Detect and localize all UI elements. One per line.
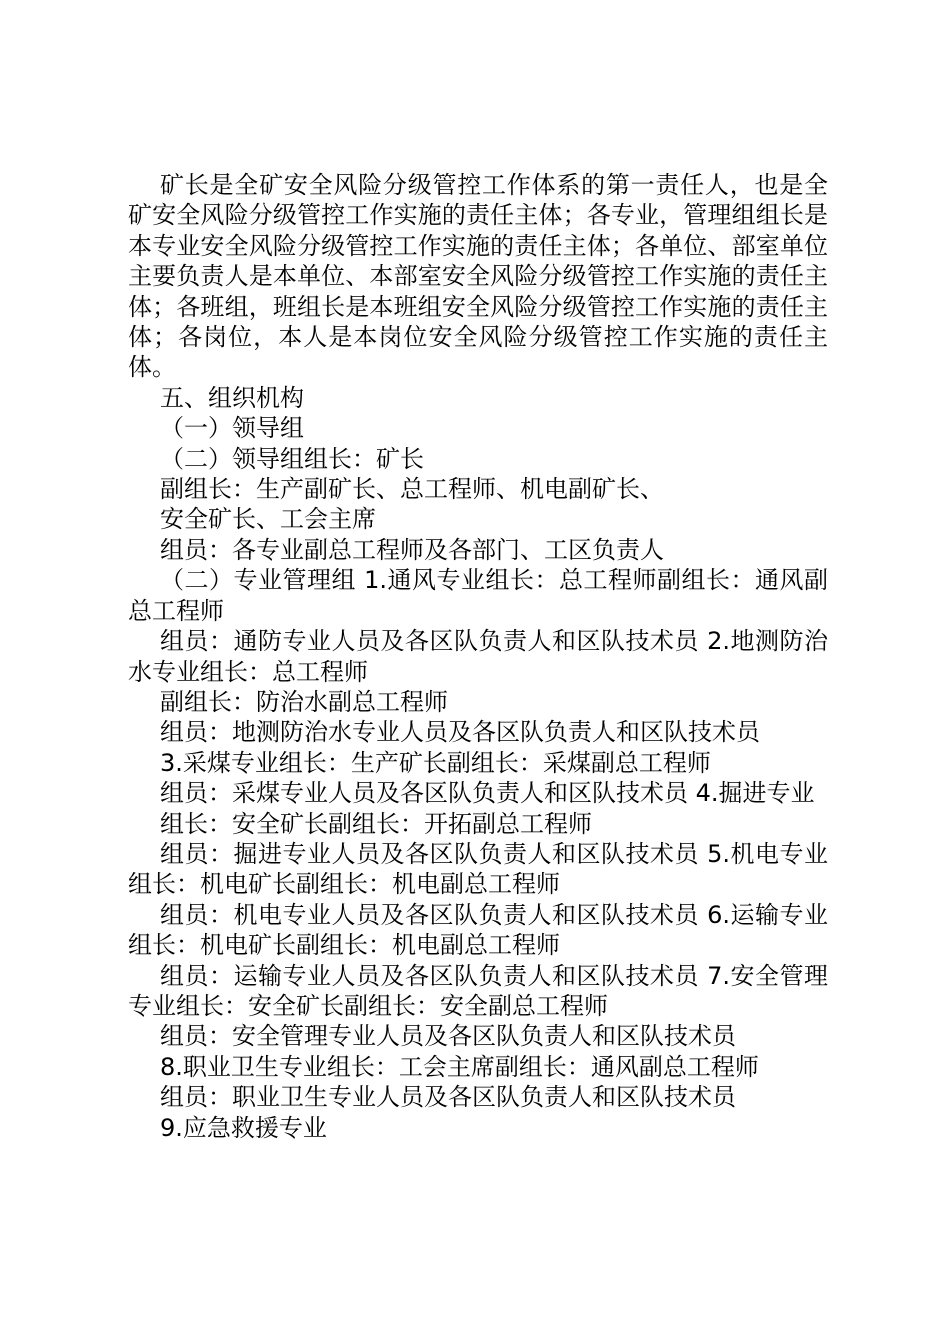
paragraph-responsibility: 矿长是全矿安全风险分级管控工作体系的第一责任人，也是全矿安全风险分级管控工作实施的责任主体；各专业，管理组组长是本专业安全风险分级管控工作实施的责任主体；各单位、部室单位主要负责人是本单位、本部室安全风险分级管控工作实施的责任主体；各班组，班组长是本班组安全风险分级管控工作实施的责任主体；各岗位，本人是本岗位安全风险分级管控工作实施的责任主体。: [128, 171, 828, 382]
ventilation-group: （二）专业管理组 1.通风专业组长：总工程师副组长：通风副总工程师: [128, 566, 828, 625]
leadership-members: 组员：各专业副总工程师及各部门、工区负责人: [160, 535, 664, 564]
tunneling-leaders: 组长：安全矿长副组长：开拓副总工程师: [160, 809, 592, 838]
leadership-deputy-leaders: 副组长：生产副矿长、总工程师、机电副矿长、: [160, 475, 664, 504]
leadership-deputy-leaders-cont: 安全矿长、工会主席: [160, 505, 376, 534]
heading-organization: 五、组织机构: [160, 383, 304, 412]
electromech-members-transport-group: 组员：机电专业人员及各区队负责人和区队技术员 6.运输专业组长：机电矿长副组长：机电副总工程师: [128, 900, 828, 960]
leadership-group-leader: （二）领导组组长：矿长: [160, 444, 424, 473]
occupational-health-members: 组员：职业卫生专业人员及各区队负责人和区队技术员: [160, 1083, 736, 1112]
transport-members-safety-group: 组员：运输专业人员及各区队负责人和区队技术员 7.安全管理专业组长：安全矿长副组长：安全副总工程师: [128, 961, 828, 1020]
occupational-health-group: 8.职业卫生专业组长：工会主席副组长：通风副总工程师: [160, 1052, 759, 1081]
subheading-leadership-group: （一）领导组: [160, 414, 304, 443]
geology-deputy-leader: 副组长：防治水副总工程师: [160, 687, 448, 716]
coal-mining-members-tunneling-group: 组员：采煤专业人员及各区队负责人和区队技术员 4.掘进专业: [160, 779, 815, 808]
ventilation-members-geology-group: 组员：通防专业人员及各区队负责人和区队技术员 2.地测防治水专业组长：总工程师: [128, 627, 828, 686]
emergency-rescue-group: 9.应急救援专业: [160, 1113, 327, 1142]
geology-members: 组员：地测防治水专业人员及各区队负责人和区队技术员: [160, 718, 760, 747]
coal-mining-group: 3.采煤专业组长：生产矿长副组长：采煤副总工程师: [160, 748, 711, 777]
safety-members: 组员：安全管理专业人员及各区队负责人和区队技术员: [160, 1022, 736, 1051]
tunneling-members-electromech-group: 组员：掘进专业人员及各区队负责人和区队技术员 5.机电专业组长：机电矿长副组长：机电副总工程师: [128, 839, 828, 899]
document-body: [128, 170, 828, 1143]
